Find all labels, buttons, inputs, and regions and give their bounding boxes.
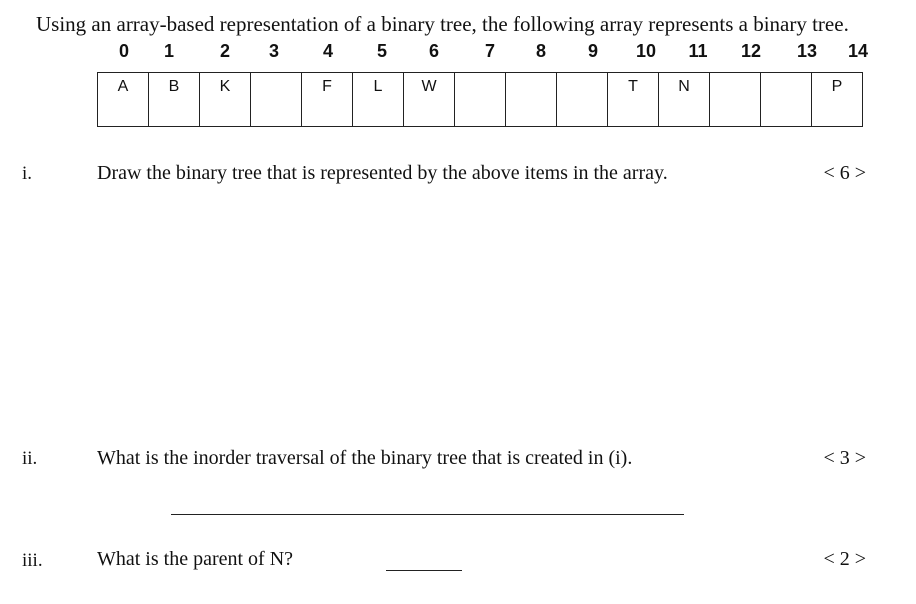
array-cell-value: F xyxy=(322,78,332,95)
question-text: What is the parent of N? xyxy=(97,548,294,570)
array-index: 8 xyxy=(535,41,547,61)
array-cell xyxy=(557,73,608,127)
array-cell-value: W xyxy=(421,78,437,95)
question-marks: < 3 > xyxy=(823,447,866,469)
array-cell xyxy=(200,73,251,127)
array-index: 11 xyxy=(688,41,708,61)
array-cell xyxy=(608,73,659,127)
question-marks: < 6 > xyxy=(823,162,866,184)
array-index: 1 xyxy=(163,41,175,61)
question-text: What is the inorder traversal of the binary tree that is created in (i). xyxy=(97,447,633,469)
array-cell-value: B xyxy=(168,78,180,95)
intro-text: Using an array-based representation of a binary tree, the following array represents a binary tree. xyxy=(36,12,849,36)
question-marks: < 2 > xyxy=(823,548,866,570)
answer-line[interactable] xyxy=(171,514,684,515)
array-cell-value: P xyxy=(831,78,843,95)
array-cell-value: A xyxy=(117,78,129,95)
array-index: 10 xyxy=(635,41,657,61)
array-cell-value: N xyxy=(678,78,690,95)
array-index: 6 xyxy=(428,41,440,61)
array-index: 12 xyxy=(740,41,762,61)
array-cell xyxy=(506,73,557,127)
array-cell xyxy=(812,73,863,127)
array-index: 4 xyxy=(322,41,334,61)
array-index: 2 xyxy=(219,41,231,61)
question-number: ii. xyxy=(22,448,38,469)
question-text: Draw the binary tree that is represented by the above items in the array. xyxy=(97,162,668,184)
array-cell-value: T xyxy=(628,78,638,95)
array-cell-value: L xyxy=(373,78,383,95)
array-cell xyxy=(761,73,812,127)
question-number: iii. xyxy=(22,550,43,571)
array-cell xyxy=(251,73,302,127)
array-cell xyxy=(353,73,404,127)
array-cell xyxy=(404,73,455,127)
array-index: 5 xyxy=(376,41,388,61)
answer-line[interactable] xyxy=(386,570,462,571)
array-index: 0 xyxy=(118,41,130,61)
array-cell xyxy=(710,73,761,127)
array-cell xyxy=(98,73,149,127)
array-cell xyxy=(659,73,710,127)
array-index: 7 xyxy=(484,41,496,61)
array-index: 9 xyxy=(587,41,599,61)
array-cell xyxy=(302,73,353,127)
array-index: 3 xyxy=(268,41,280,61)
array-cell xyxy=(149,73,200,127)
array-cell xyxy=(455,73,506,127)
array-row xyxy=(98,73,863,127)
question-number: i. xyxy=(22,163,33,184)
array-index-row xyxy=(0,41,916,67)
array-cell-value: K xyxy=(219,78,231,95)
array-index: 13 xyxy=(796,41,818,61)
array-index: 14 xyxy=(847,41,869,61)
binary-tree-array xyxy=(97,72,863,127)
